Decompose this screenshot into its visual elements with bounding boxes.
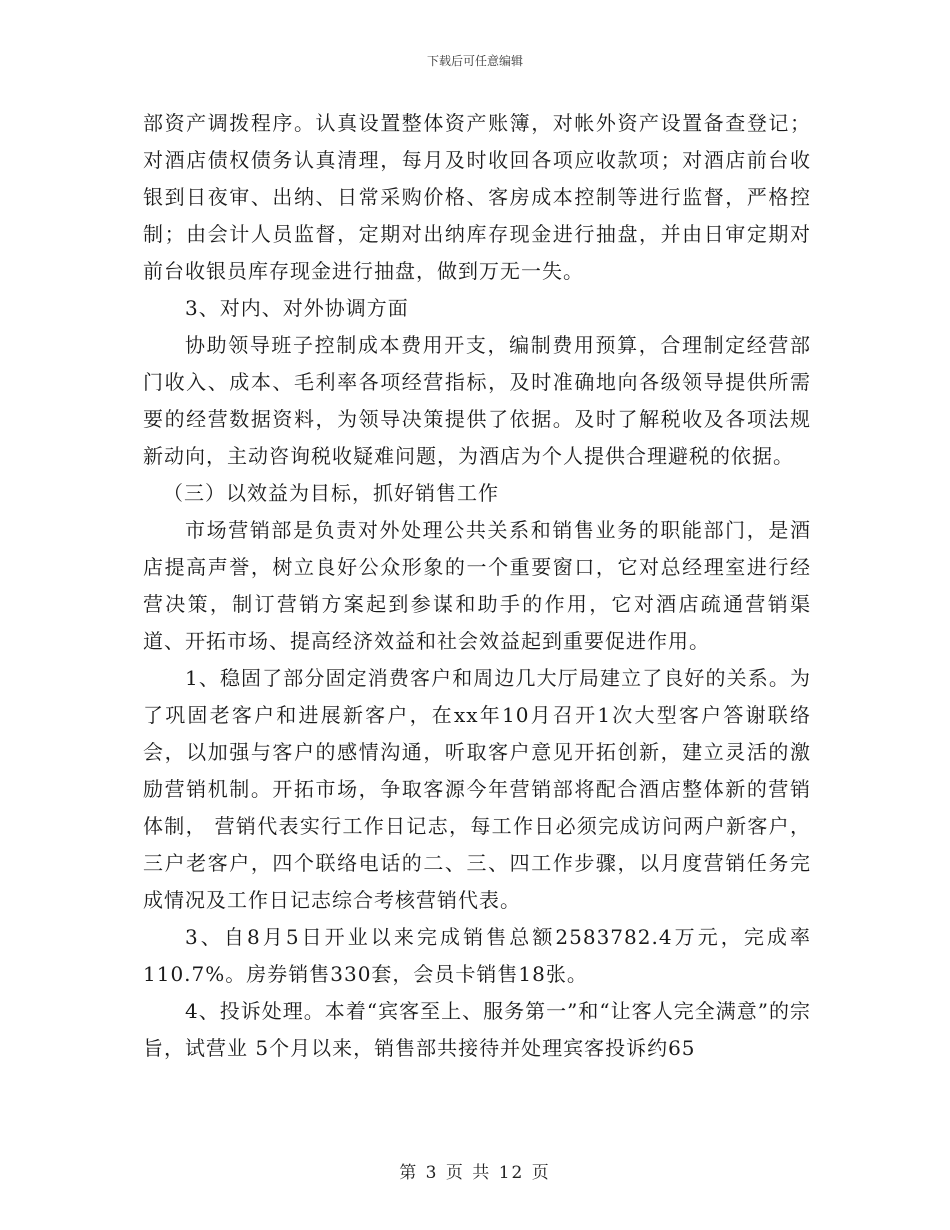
paragraph-coordination: 协助领导班子控制成本费用开支，编制费用预算，合理制定经营部门收入、成本、毛利率各项经营指标，及时准确地向各级领导提供所需要的经营数据资料，为领导决策提供了依据。及时了解税收及各项法规新动向，主动咨询税收疑难问题，为酒店为个人提供合理避税的依据。 bbox=[143, 333, 811, 468]
paragraph-complaint-handling: 4、投诉处理。本着“宾客至上、服务第一”和“让客人完全满意”的宗旨，试营业 5个月以来，销售部共接待并处理宾客投诉约65 bbox=[143, 999, 811, 1060]
paragraph-customer-relations: 1、稳固了部分固定消费客户和周边几大厅局建立了良好的关系。为了巩固老客户和进展新客户，在xx年10月召开1次大型客户答谢联络会，以加强与客户的感情沟通，听取客户意见开拓创新，建立灵活的激励营销机制。开拓市场，争取客源今年营销部将配合酒店整体新的营销体制， 营销代表实行工作日记志，每工作日必须完成访问两户新客户，三户老客户，四个联络电话的二、三、四工作步骤，以月度营销任务完成情况及工作日记志综合考核营销代表。 bbox=[143, 666, 811, 912]
page-number: 第 3 页 共 12 页 bbox=[399, 1163, 551, 1183]
subheading-coordination: 3、对内、对外协调方面 bbox=[185, 296, 409, 320]
paragraph-asset-management: 部资产调拨程序。认真设置整体资产账簿，对帐外资产设置备查登记；对酒店债权债务认真清理，每月及时收回各项应收款项；对酒店前台收银到日夜审、出纳、日常采购价格、客房成本控制等进行监督，严格控制；由会计人员监督，定期对出纳库存现金进行抽盘，并由日审定期对前台收银员库存现金进行抽盘，做到万无一失。 bbox=[143, 111, 811, 283]
paragraph-marketing-department: 市场营销部是负责对外处理公共关系和销售业务的职能部门，是酒店提高声誉，树立良好公众形象的一个重要窗口，它对总经理室进行经营决策，制订营销方案起到参谋和助手的作用，它对酒店疏通营销渠道、开拓市场、提高经济效益和社会效益起到重要促进作用。 bbox=[143, 518, 811, 653]
page-header: 下载后可任意编辑 bbox=[426, 54, 523, 68]
section-heading-sales: （三）以效益为目标，抓好销售工作 bbox=[163, 481, 499, 505]
document-body bbox=[143, 105, 811, 1067]
paragraph-sales-figures: 3、自8月5日开业以来完成销售总额2583782.4万元，完成率110.7%。房券销售330套，会员卡销售18张。 bbox=[143, 925, 811, 986]
